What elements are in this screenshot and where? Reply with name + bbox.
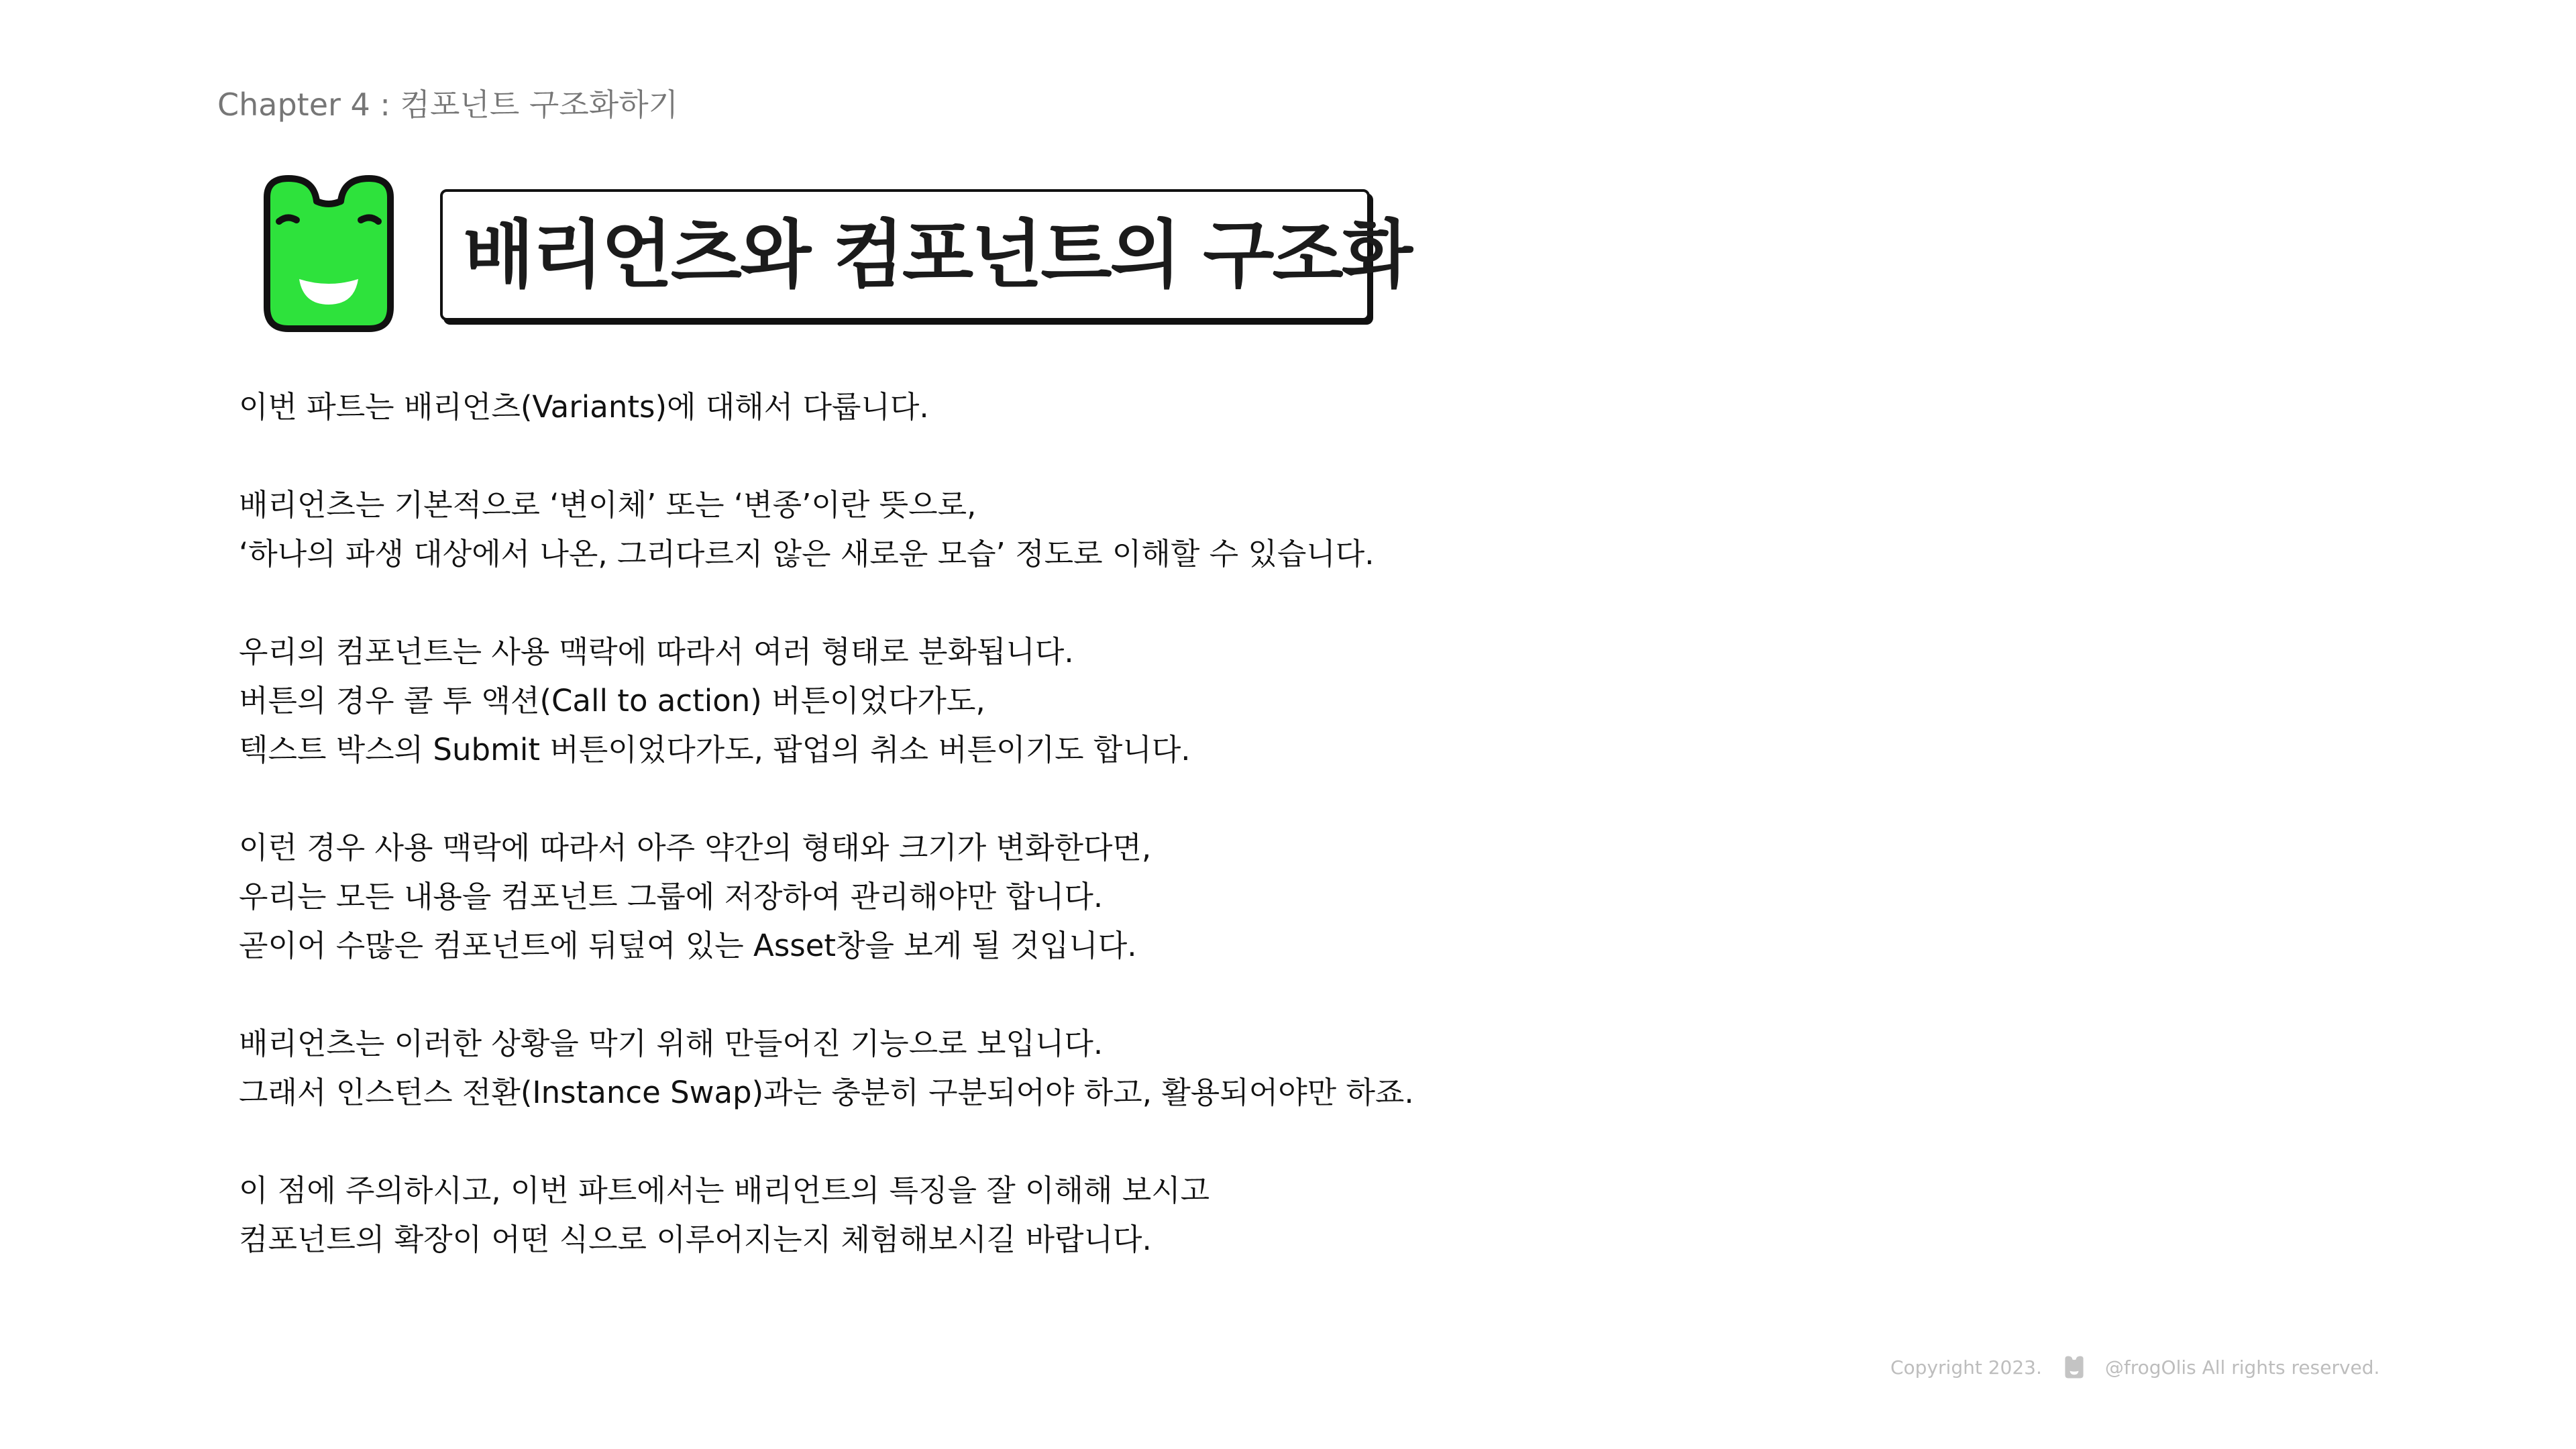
paragraph (239, 382, 1849, 431)
paragraph-line: 이런 경우 사용 맥락에 따라서 아주 약간의 형태와 크기가 변화한다면, (239, 830, 1152, 865)
frog-face-icon (247, 173, 411, 334)
paragraph-line: 이 점에 주의하시고, 이번 파트에서는 배리언트의 특징을 잘 이해해 보시고 (239, 1173, 1210, 1208)
paragraph-line: 이번 파트는 배리언츠(Variants)에 대해서 다룹니다. (239, 389, 929, 425)
frog-face-icon (2062, 1355, 2086, 1379)
paragraph-line: 텍스트 박스의 Submit 버튼이었다가도, 팝업의 취소 버튼이기도 합니다. (239, 732, 1191, 767)
body-content (239, 382, 1849, 1264)
copyright-text: Copyright 2023. (1890, 1356, 2042, 1379)
paragraph-line: 곧이어 수많은 컴포넌트에 뒤덮여 있는 Asset창을 보게 될 것입니다. (239, 928, 1137, 963)
footer (1890, 1354, 2379, 1381)
page-title: 배리언츠와 컴포넌트의 구조화 (463, 212, 1411, 298)
paragraph-line: 그래서 인스턴스 전환(Instance Swap)과는 충분히 구분되어야 하고, 활용되어야만 하죠. (239, 1075, 1414, 1110)
title-box (440, 189, 1411, 321)
paragraph-line: 컴포넌트의 확장이 어떤 식으로 이루어지는지 체험해보시길 바랍니다. (239, 1222, 1152, 1257)
chapter-breadcrumb: Chapter 4 : 컴포넌트 구조화하기 (217, 87, 679, 123)
paragraph (239, 1019, 1849, 1117)
paragraph-line: ‘하나의 파생 대상에서 나온, 그리다르지 않은 새로운 모습’ 정도로 이해할 수 있습니다. (239, 536, 1375, 572)
paragraph (239, 480, 1849, 578)
paragraph-line: 배리언츠는 이러한 상황을 막기 위해 만들어진 기능으로 보입니다. (239, 1026, 1104, 1061)
paragraph-line: 우리의 컴포넌트는 사용 맥락에 따라서 여러 형태로 분화됩니다. (239, 634, 1074, 669)
paragraph (239, 627, 1849, 774)
paragraph-line: 우리는 모든 내용을 컴포넌트 그룹에 저장하여 관리해야만 합니다. (239, 879, 1104, 914)
paragraph-line: 버튼의 경우 콜 투 액션(Call to action) 버튼이었다가도, (239, 683, 985, 718)
paragraph (239, 823, 1849, 970)
paragraph-line: 배리언츠는 기본적으로 ‘변이체’ 또는 ‘변종’이란 뜻으로, (239, 487, 977, 523)
rights-text: @frogOlis All rights reserved. (2104, 1356, 2380, 1379)
paragraph (239, 1166, 1849, 1264)
